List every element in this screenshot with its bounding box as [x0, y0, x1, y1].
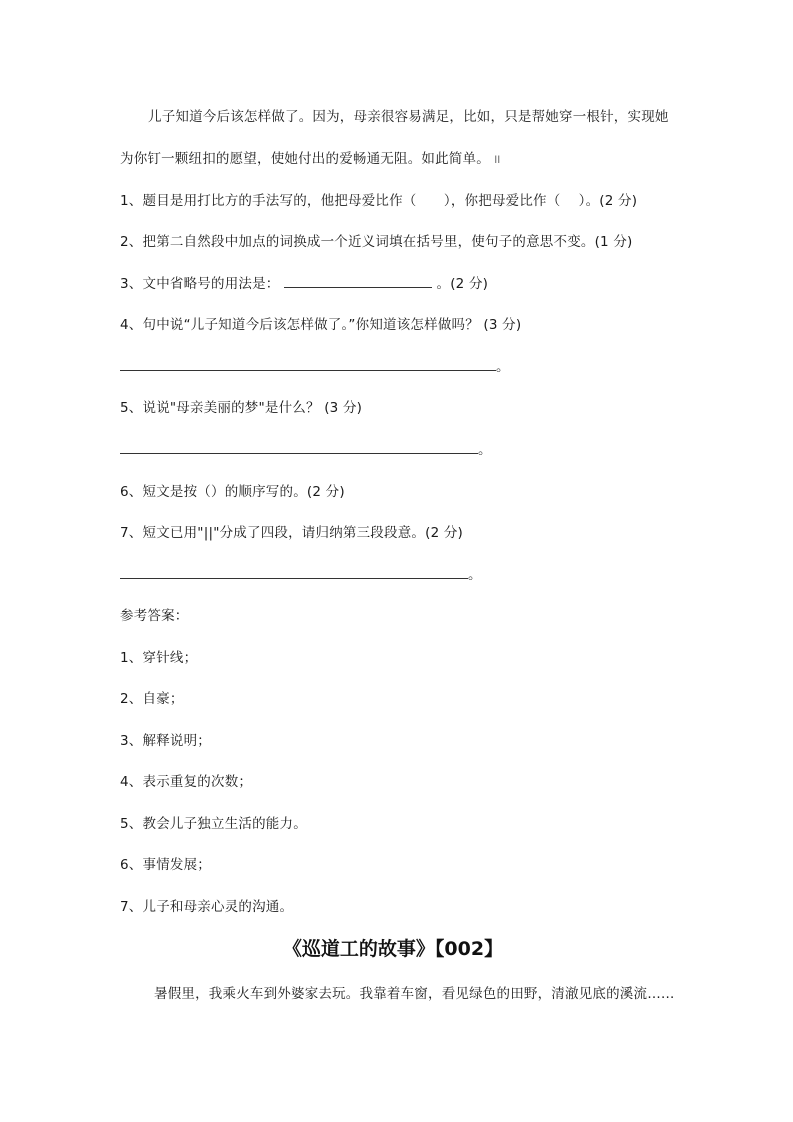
answer-blank[interactable]	[120, 441, 478, 454]
passage-line-2	[120, 149, 500, 171]
story-title: 《巡道工的故事》【002】	[282, 938, 504, 960]
question-7: 7、短文已用"||"分成了四段，请归纳第三段段意。(2 分)	[120, 525, 464, 541]
question-3-answer-blank[interactable]	[284, 275, 432, 288]
passage-line-2-text: 为你钉一颗纽扣的愿望，使她付出的爱畅通无阻。如此简单。	[120, 151, 490, 167]
question-4-answer-line[interactable]	[120, 357, 510, 377]
period: 。	[496, 359, 510, 375]
question-4: 4、句中说“儿子知道今后该怎样做了。”你知道该怎样做吗？ (3 分)	[120, 317, 522, 333]
answer-item-3: 3、解释说明；	[120, 733, 211, 749]
paragraph-mark: ll	[494, 155, 501, 166]
answer-blank[interactable]	[120, 566, 468, 579]
answer-item-2: 2、自豪；	[120, 691, 184, 707]
answer-item-6: 6、事情发展；	[120, 857, 211, 873]
period: 。	[478, 442, 492, 458]
question-3	[120, 274, 488, 294]
question-3-suffix: 。(2 分)	[436, 276, 489, 292]
answer-item-7: 7、儿子和母亲心灵的沟通。	[120, 899, 294, 915]
answer-item-5: 5、教会儿子独立生活的能力。	[120, 816, 307, 832]
question-7-answer-line[interactable]	[120, 565, 482, 585]
question-3-prefix: 3、文中省略号的用法是：	[120, 276, 280, 292]
passage-line-1: 儿子知道今后该怎样做了。因为，母亲很容易满足，比如，只是帮她穿一根针，实现她	[148, 109, 669, 125]
question-5-answer-line[interactable]	[120, 440, 492, 460]
question-2: 2、把第二自然段中加点的词换成一个近义词填在括号里，使句子的意思不变。(1 分)	[120, 234, 633, 250]
period: 。	[468, 567, 482, 583]
answers-heading: 参考答案：	[120, 608, 189, 624]
question-5: 5、说说"母亲美丽的梦"是什么？ (3 分)	[120, 400, 363, 416]
question-6: 6、短文是按（）的顺序写的。(2 分)	[120, 484, 345, 500]
answer-item-4: 4、表示重复的次数；	[120, 774, 253, 790]
answer-item-1: 1、穿针线；	[120, 650, 198, 666]
story-first-line: 暑假里，我乘火车到外婆家去玩。我靠着车窗，看见绿色的田野，清澈见底的溪流……	[154, 986, 675, 1002]
question-1: 1、题目是用打比方的手法写的，他把母爱比作（ ），你把母爱比作（ ）。(2 分)	[120, 193, 638, 209]
answer-blank[interactable]	[120, 358, 496, 371]
